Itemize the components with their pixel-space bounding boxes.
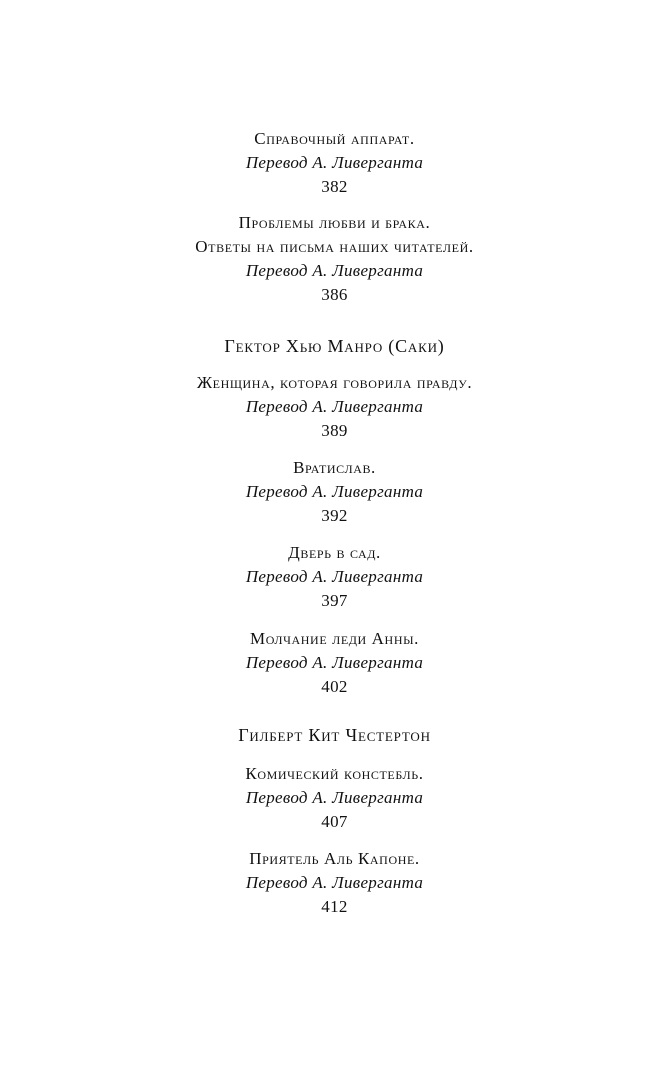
toc-entry [0, 541, 669, 613]
entry-translator: Перевод А. Ливерганта [245, 482, 424, 501]
entry-page-number: 389 [321, 421, 348, 440]
entry-title: Проблемы любви и брака. [238, 213, 431, 232]
entry-translator: Перевод А. Ливерганта [245, 567, 424, 586]
author-heading [0, 723, 669, 747]
entry-translator: Перевод А. Ливерганта [245, 788, 424, 807]
entry-title: Молчание леди Анны. [250, 629, 419, 648]
author-name: Гилберт Кит Честертон [238, 725, 431, 745]
entry-page-number: 392 [321, 506, 348, 525]
entry-page-number: 412 [321, 897, 348, 916]
entry-translator: Перевод А. Ливерганта [245, 261, 424, 280]
toc-entry [0, 762, 669, 834]
entry-title: Комический констебль. [245, 764, 424, 783]
entry-title: Женщина, которая говорила правду. [196, 373, 473, 392]
author-name: Гектор Хью Манро (Саки) [224, 336, 445, 356]
toc-entry [0, 627, 669, 699]
entry-page-number: 397 [321, 591, 348, 610]
entry-translator: Перевод А. Ливерганта [245, 153, 424, 172]
entry-page-number: 386 [321, 285, 348, 304]
entry-translator: Перевод А. Ливерганта [245, 397, 424, 416]
toc-entry [0, 847, 669, 919]
entry-title: Справочный аппарат. [254, 129, 415, 148]
toc-entry [0, 371, 669, 443]
entry-page-number: 402 [321, 677, 348, 696]
entry-title-continued: Ответы на письма наших читателей. [195, 237, 474, 256]
toc-entry [0, 456, 669, 528]
entry-translator: Перевод А. Ливерганта [245, 873, 424, 892]
entry-title: Вратислав. [293, 458, 376, 477]
author-heading [0, 334, 669, 358]
entry-translator: Перевод А. Ливерганта [245, 653, 424, 672]
toc-entry [0, 127, 669, 199]
toc-entry [0, 211, 669, 307]
entry-page-number: 407 [321, 812, 348, 831]
entry-title: Дверь в сад. [288, 543, 381, 562]
entry-title: Приятель Аль Капоне. [249, 849, 420, 868]
entry-page-number: 382 [321, 177, 348, 196]
